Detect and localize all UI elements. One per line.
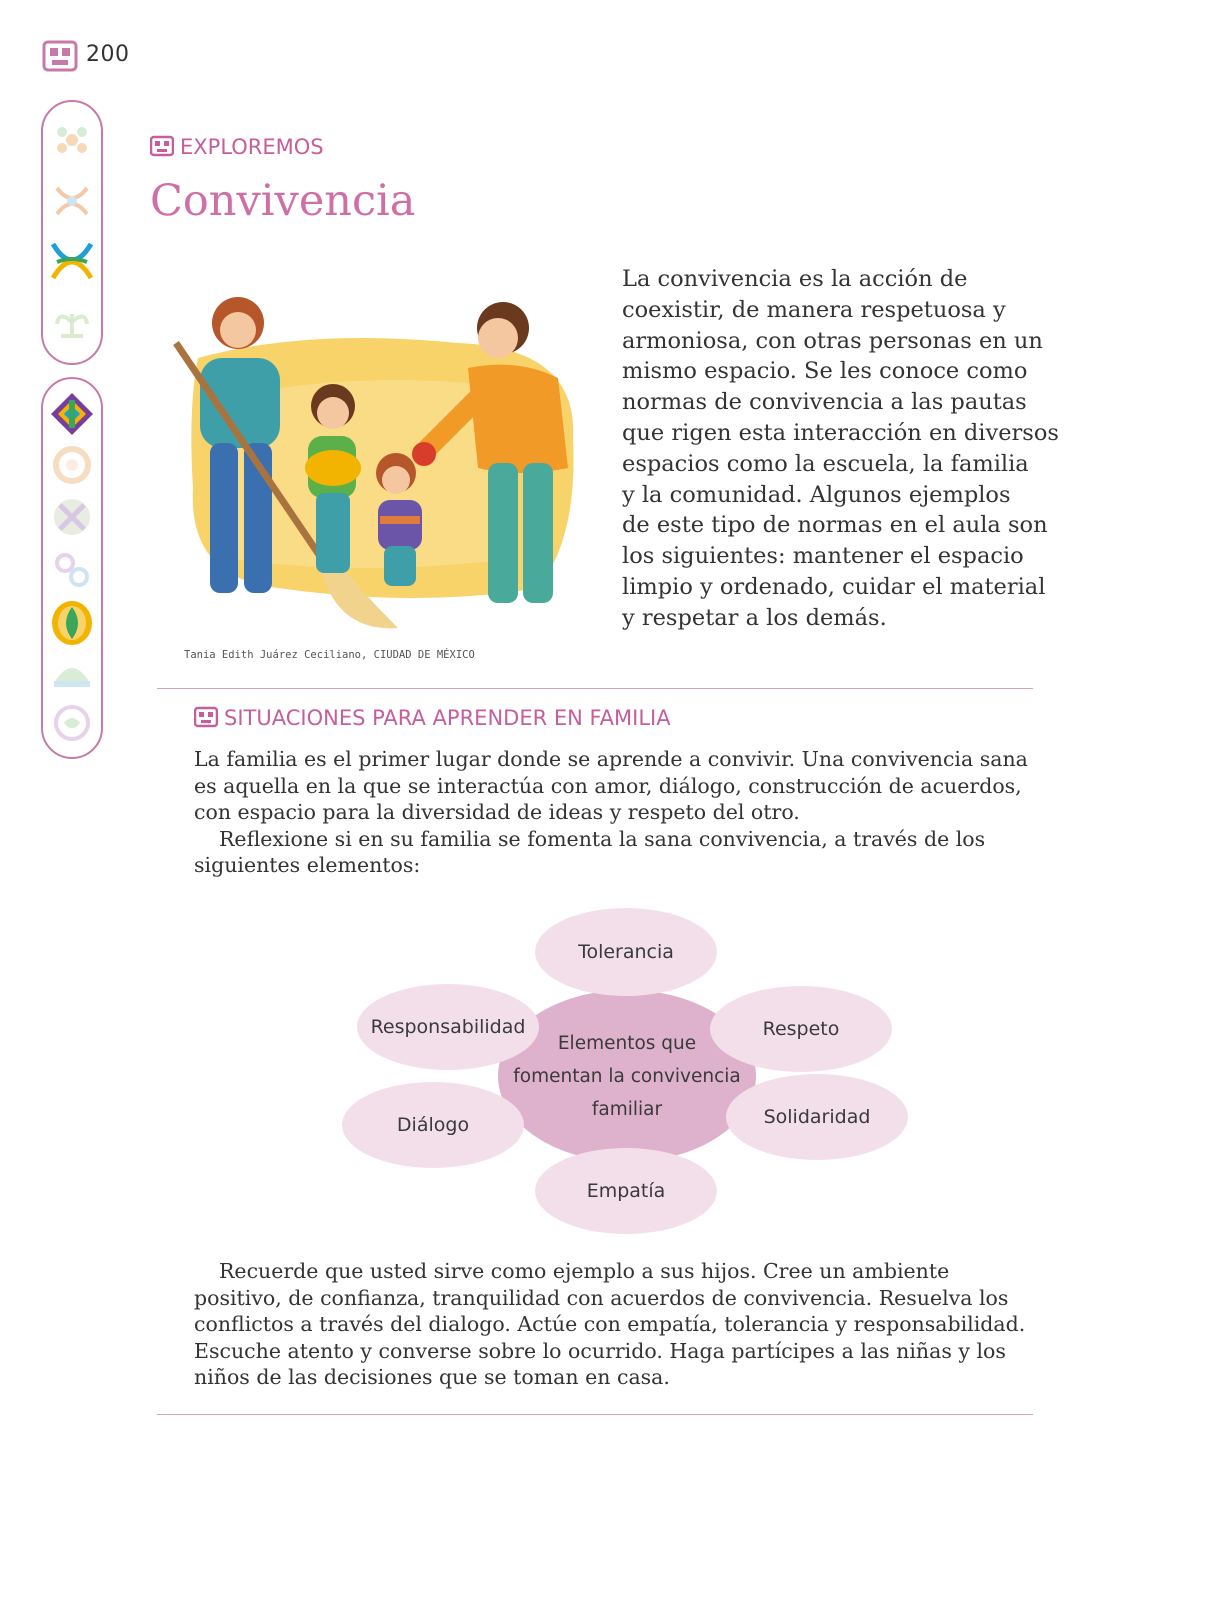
intro-line: espacios como la escuela, la familia bbox=[622, 450, 1029, 477]
intro-line: limpio y ordenado, cuidar el material bbox=[622, 573, 1046, 600]
petal-dialogo: Diálogo bbox=[342, 1082, 524, 1168]
sidebar-fields-pill bbox=[41, 100, 103, 365]
page-title: Convivencia bbox=[150, 176, 416, 226]
faded-flower-icon bbox=[50, 118, 94, 162]
colorful-diamond-icon bbox=[49, 391, 95, 437]
intro-line: armoniosa, con otras personas en un bbox=[622, 327, 1043, 354]
faded-hourglass-icon bbox=[50, 495, 94, 539]
faded-people-icon bbox=[49, 178, 95, 224]
diagram-center-line: fomentan la convivencia bbox=[513, 1065, 741, 1087]
faded-plant-icon bbox=[49, 296, 95, 342]
diagram-center-line: familiar bbox=[591, 1098, 663, 1120]
intro-line: coexistir, de manera respetuosa y bbox=[622, 296, 1006, 323]
community-knot-icon bbox=[47, 236, 97, 286]
intro-line: normas de convivencia a las pautas bbox=[622, 389, 1027, 416]
petal-empatia: Empatía bbox=[535, 1148, 717, 1234]
closing-paragraph bbox=[194, 1258, 1044, 1391]
intro-line: mismo espacio. Se les conoce como bbox=[622, 358, 1028, 385]
family-line: siguientes elementos: bbox=[194, 853, 421, 877]
page-number: 200 bbox=[86, 42, 130, 67]
intro-line: que rigen esta interacción en diversos bbox=[622, 419, 1059, 446]
divider bbox=[157, 688, 1033, 689]
family-paragraph bbox=[194, 746, 1044, 879]
closing-line: positivo, de confianza, tranquilidad con acuerdos de convivencia. Resuelva los bbox=[194, 1285, 1009, 1310]
codex-logo-icon bbox=[42, 38, 78, 74]
intro-line: La convivencia es la acción de bbox=[622, 266, 968, 292]
family-line: es aquella en la que se interactúa con amor, diálogo, construcción de acuerdos, bbox=[194, 773, 1022, 798]
petal-tolerancia: Tolerancia bbox=[535, 908, 717, 996]
section-label bbox=[150, 135, 324, 159]
divider bbox=[157, 1414, 1033, 1415]
family-section-label-text: SITUACIONES PARA APRENDER EN FAMILIA bbox=[224, 706, 671, 730]
leaf-flame-icon bbox=[50, 599, 94, 647]
illustration-credit: Tania Edith Juárez Ceciliano, CIUDAD DE MÉXICO bbox=[184, 649, 475, 661]
diagram-center-line: Elementos que bbox=[557, 1032, 697, 1054]
faded-circle-icon bbox=[50, 701, 94, 745]
intro-line: y la comunidad. Algunos ejemplos bbox=[622, 481, 1011, 508]
section-label-text: EXPLOREMOS bbox=[180, 135, 324, 159]
sidebar-axes-pill bbox=[41, 377, 103, 759]
intro-line: y respetar a los demás. bbox=[622, 604, 887, 631]
family-cleaning-illustration bbox=[158, 288, 588, 638]
intro-paragraph bbox=[622, 264, 1062, 634]
codex-mark-icon bbox=[194, 706, 218, 728]
faded-dome-icon bbox=[50, 653, 94, 693]
family-line: Reflexione si en su familia se fomenta la sana convivencia, a través de los bbox=[219, 826, 986, 851]
petal-responsabilidad: Responsabilidad bbox=[357, 984, 539, 1070]
family-section-label bbox=[194, 706, 671, 730]
codex-mark-icon bbox=[150, 135, 174, 157]
family-line: con espacio para la diversidad de ideas y respeto del otro. bbox=[194, 800, 800, 824]
intro-line: de este tipo de normas en el aula son bbox=[622, 512, 1048, 539]
faded-spiral-icon bbox=[50, 443, 94, 487]
faded-link-icon bbox=[50, 547, 94, 591]
petal-solidaridad: Solidaridad bbox=[726, 1074, 908, 1160]
petal-respeto: Respeto bbox=[710, 986, 892, 1072]
closing-line: Recuerde que usted sirve como ejemplo a sus hijos. Cree un ambiente bbox=[219, 1259, 950, 1283]
closing-line: niños de las decisiones que se toman en casa. bbox=[194, 1365, 670, 1389]
family-line: La familia es el primer lugar donde se aprende a convivir. Una convivencia sana bbox=[194, 747, 1028, 771]
closing-line: conflictos a través del dialogo. Actúe con empatía, tolerancia y responsabilidad. bbox=[194, 1312, 1026, 1336]
closing-line: Escuche atento y converse sobre lo ocurrido. Haga partícipes a las niñas y los bbox=[194, 1338, 1006, 1363]
intro-line: los siguientes: mantener el espacio bbox=[622, 543, 1024, 570]
